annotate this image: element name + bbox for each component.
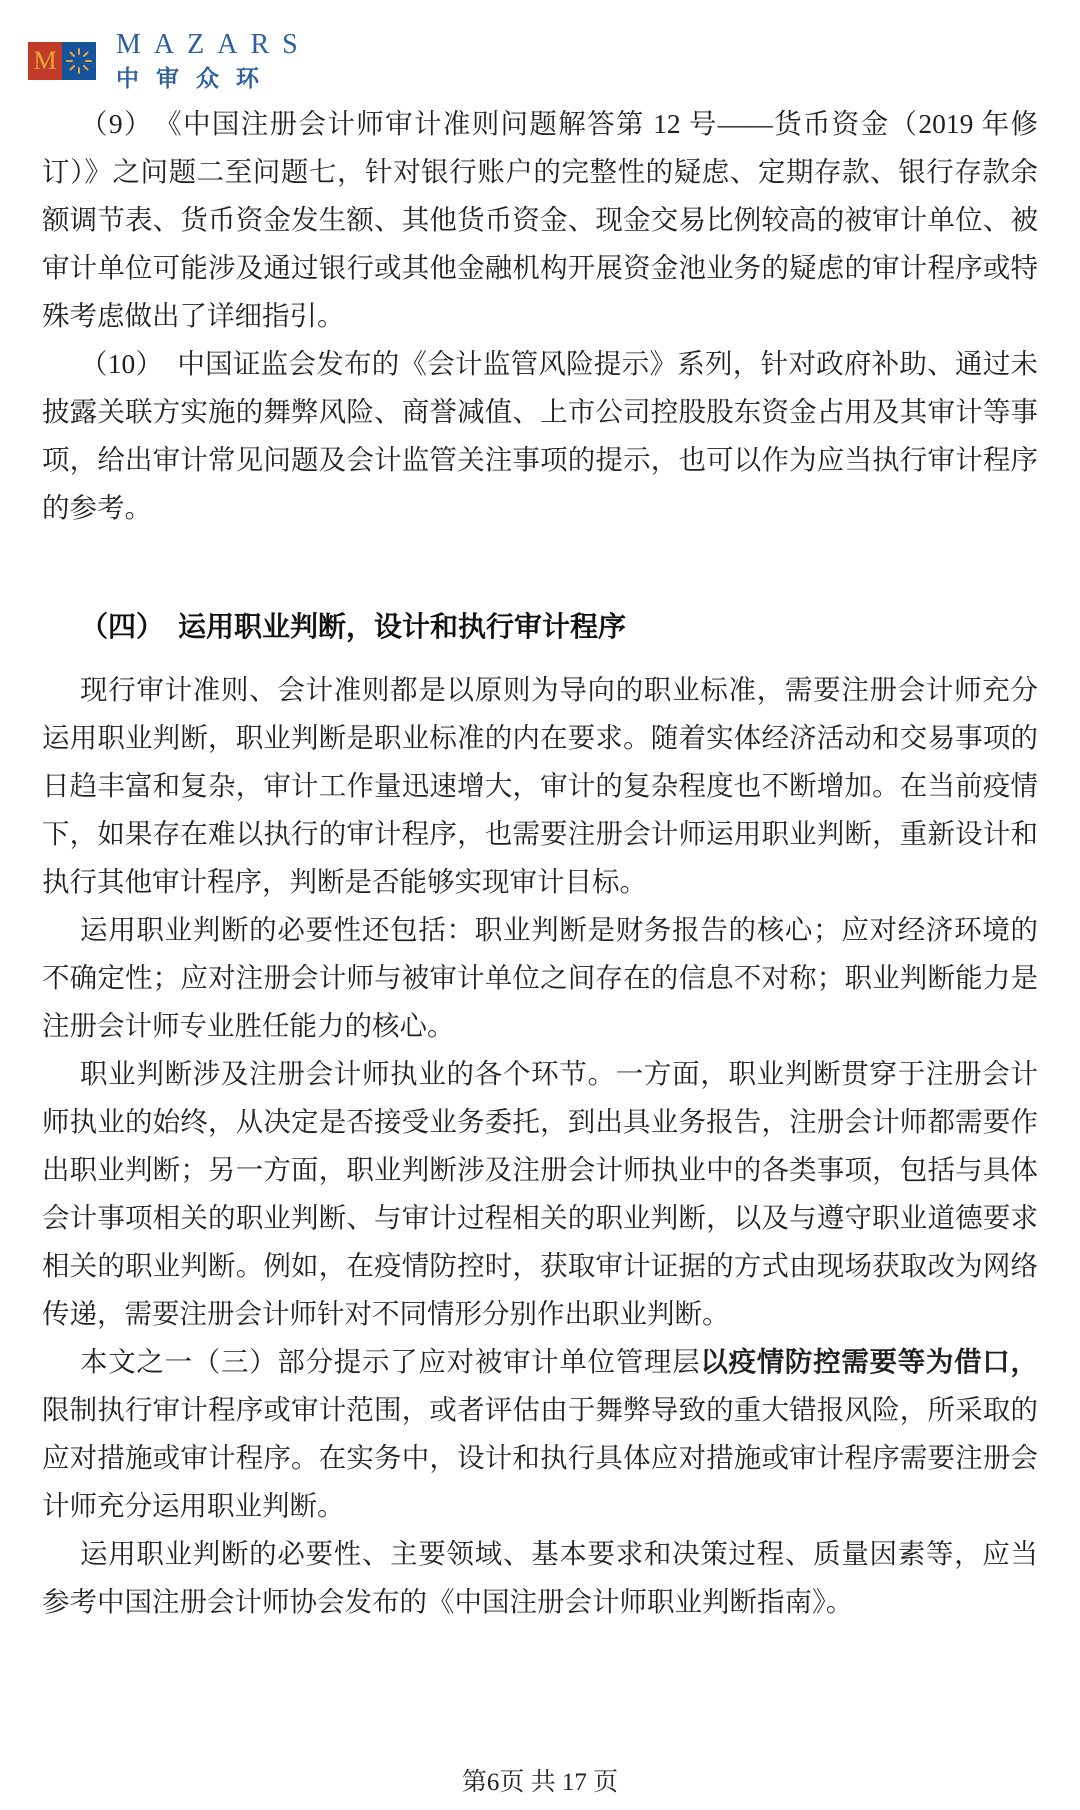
page-number: 第6页 共 17 页: [461, 1769, 619, 1796]
logo-cn-name: 中审众环: [116, 65, 276, 91]
star-ring-icon: [64, 46, 94, 76]
paragraph-item-9: （9） 《中国注册会计师审计准则问题解答第 12 号——货币资金（2019 年修订）》之问题二至问题七，针对银行账户的完整性的疑虑、定期存款、银行存款余额调节表、货币资金发生额、其他货币资金、现金交易比例较高的被审计单位、被审计单位可能涉及通过银行或其他金融机构开展资金池业务的疑虑的审计程序或特殊考虑做出了详细指引。: [42, 108, 1038, 331]
paragraph-item-10: （10） 中国证监会发布的《会计监管风险提示》系列，针对政府补助、通过未披露关联方实施的舞弊风险、商誉减值、上市公司控股股东资金占用及其审计等事项，给出审计常见问题及会计监管关注事项的提示，也可以作为应当执行审计程序的参考。: [42, 348, 1038, 523]
paragraph-professional-judgment-intro: 现行审计准则、会计准则都是以原则为导向的职业标准，需要注册会计师充分运用职业判断，职业判断是职业标准的内在要求。随着实体经济活动和交易事项的日趋丰富和复杂，审计工作量迅速增大，审计的复杂程度也不断增加。在当前疫情下，如果存在难以执行的审计程序，也需要注册会计师运用职业判断，重新设计和执行其他审计程序，判断是否能够实现审计目标。: [42, 674, 1038, 897]
bold-phrase-pandemic-excuse: 以疫情防控需要等为借口，: [700, 1346, 1039, 1377]
paragraph-response-measures: [42, 1338, 1038, 1530]
logo-m-letter: M: [33, 46, 57, 76]
paragraph-judgment-guide-reference: 运用职业判断的必要性、主要领域、基本要求和决策过程、质量因素等，应当参考中国注册会计师协会发布的《中国注册会计师职业判断指南》。: [42, 1538, 1038, 1617]
mazars-logo: [28, 30, 311, 92]
paragraph-d-post: 限制执行审计程序或审计范围，或者评估由于舞弊导致的重大错报风险，所采取的应对措施或审计程序。在实务中，设计和执行具体应对措施或审计程序需要注册会计师充分运用职业判断。: [42, 1394, 1038, 1521]
document-body: [42, 100, 1038, 1626]
section-heading-4: （四） 运用职业判断，设计和执行审计程序: [80, 612, 627, 643]
paragraph-d-pre: 本文之一（三）部分提示了应对被审计单位管理层: [80, 1346, 701, 1377]
logo-wordmark: MAZARS: [116, 29, 311, 60]
logo-text-block: [116, 30, 311, 92]
logo-m-tile: [28, 42, 62, 80]
page-footer: [0, 1762, 1080, 1798]
mazars-logo-mark: [28, 42, 96, 80]
paragraph-judgment-scope: 职业判断涉及注册会计师执业的各个环节。一方面，职业判断贯穿于注册会计师执业的始终，从决定是否接受业务委托，到出具业务报告，注册会计师都需要作出职业判断；另一方面，职业判断涉及注册会计师执业中的各类事项，包括与具体会计事项相关的职业判断、与审计过程相关的职业判断，以及与遵守职业道德要求相关的职业判断。例如，在疫情防控时，获取审计证据的方式由现场获取改为网络传递，需要注册会计师针对不同情形分别作出职业判断。: [42, 1058, 1038, 1329]
paragraph-judgment-necessity: 运用职业判断的必要性还包括：职业判断是财务报告的核心；应对经济环境的不确定性；应对注册会计师与被审计单位之间存在的信息不对称；职业判断能力是注册会计师专业胜任能力的核心。: [42, 914, 1038, 1041]
logo-star-tile: [62, 42, 96, 80]
